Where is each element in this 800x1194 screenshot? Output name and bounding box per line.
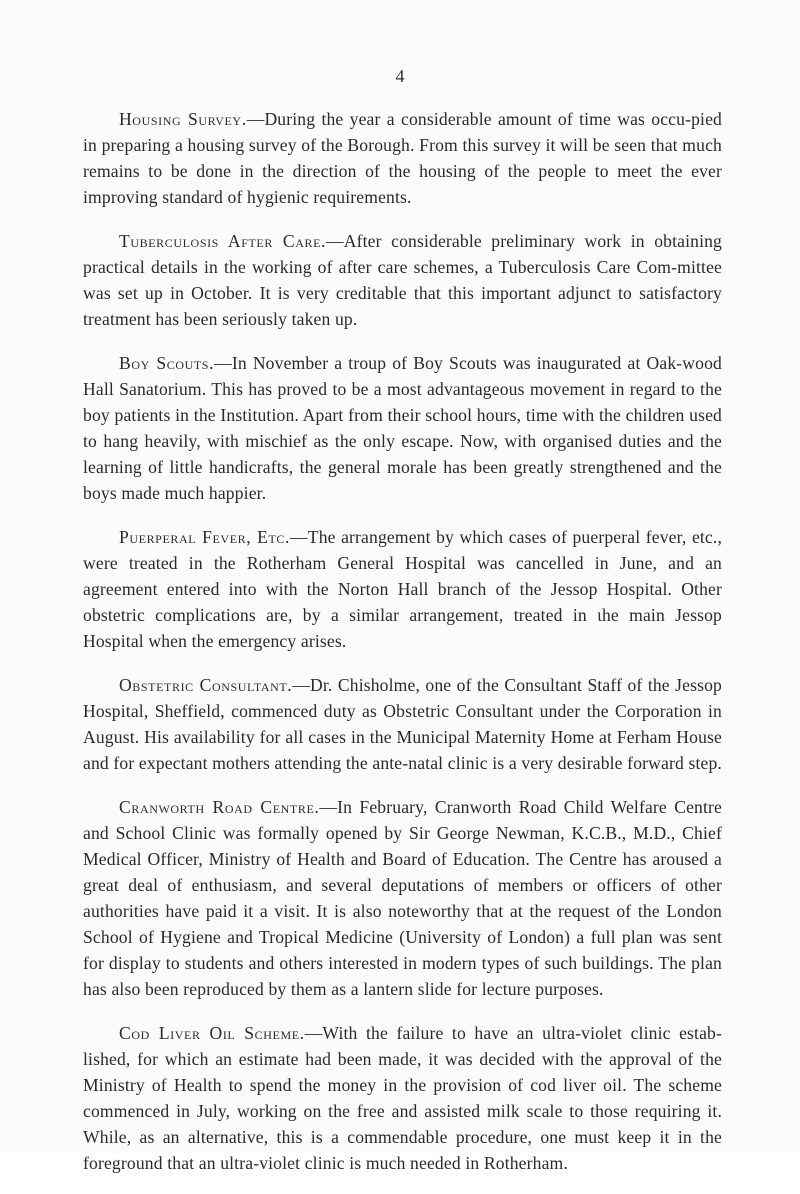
section-heading: Tuberculosis After Care.	[119, 231, 327, 251]
section-body: —Dr. Chisholme, one of the Consultant Staff of the Jessop Hospital, Sheffield, commenced duty as Obstetric Consultant under the Corporation in August. His availability for all cases in the Municipal Maternity Home at Ferham House and for expectant mothers attending the ante-natal clinic is a very desirable forward step.	[83, 675, 722, 773]
paragraph-tuberculosis-after-care	[83, 228, 722, 332]
section-heading: Cranworth Road Centre.	[119, 797, 320, 817]
section-body: —The arrangement by which cases of puerperal fever, etc., were treated in the Rotherham General Hospital was cancelled in June, and an agreement entered into with the Norton Hall branch of the Jessop Hospital. Other obstetric complications are, by a similar arrangement, treated in ιhe main Jessop Hospital when the emergency arises.	[83, 527, 722, 651]
section-heading: Obstetric Consultant.	[119, 675, 293, 695]
paragraph-boy-scouts	[83, 350, 722, 506]
page-number: 4	[395, 66, 405, 86]
section-body: —After considerable preliminary work in obtaining practical details in the working of after care schemes, a Tuberculosis Care Com-mittee was set up in October. It is very creditable that this important adjunct to satisfactory treatment has been seriously taken up.	[83, 231, 723, 329]
section-body: —In November a troup of Boy Scouts was inaugurated at Oak-wood Hall Sanatorium. This has proved to be a most advantageous movement in regard to the boy patients in the Institution. Apart from their school hours, time with the children used to hang heavily, with mischief as the only escape. Now, with organised duties and the learning of little handicrafts, the general morale has been greatly strengthened and the boys made much happier.	[83, 353, 722, 503]
paragraph-cranworth-road-centre	[83, 794, 722, 1002]
section-heading: Cod Liver Oil Scheme.	[119, 1023, 305, 1043]
section-body: —In February, Cranworth Road Child Welfare Centre and School Clinic was formally opened by Sir George Newman, K.C.B., M.D., Chief Medical Officer, Ministry of Health and Board of Education. The Centre has aroused a great deal of enthusiasm, and several deputations of members or officers of other authorities have paid it a visit. It is also noteworthy that at the request of the London School of Hygiene and Tropical Medicine (University of London) a full plan was sent for display to students and others interested in modern types of such buildings. The plan has also been reproduced by them as a lantern slide for lecture purposes.	[83, 797, 722, 999]
paragraph-housing-survey	[83, 106, 722, 210]
document-body	[83, 106, 722, 1194]
section-body: —During the year a considerable amount of time was occu-pied in preparing a housing survey of the Borough. From this survey it will be seen that much remains to be done in the direction of the housing of the people to meet the ever improving standard of hygienic requirements.	[83, 109, 722, 207]
section-heading: Housing Survey.	[119, 109, 247, 129]
section-heading: Boy Scouts.	[119, 353, 215, 373]
section-body: —With the failure to have an ultra-violet clinic estab-lished, for which an estimate had been made, it was decided with the approval of the Ministry of Health to spend the money in the provision of cod liver oil. The scheme commenced in July, working on the free and assisted milk scale to those requiring it. While, as an alternative, this is a commendable procedure, one must keep it in the foreground that an ultra-violet clinic is much needed in Rotherham.	[83, 1023, 722, 1173]
paragraph-obstetric-consultant	[83, 672, 722, 776]
paragraph-puerperal-fever	[83, 524, 722, 654]
section-heading: Puerperal Fever, Etc.	[119, 527, 291, 547]
